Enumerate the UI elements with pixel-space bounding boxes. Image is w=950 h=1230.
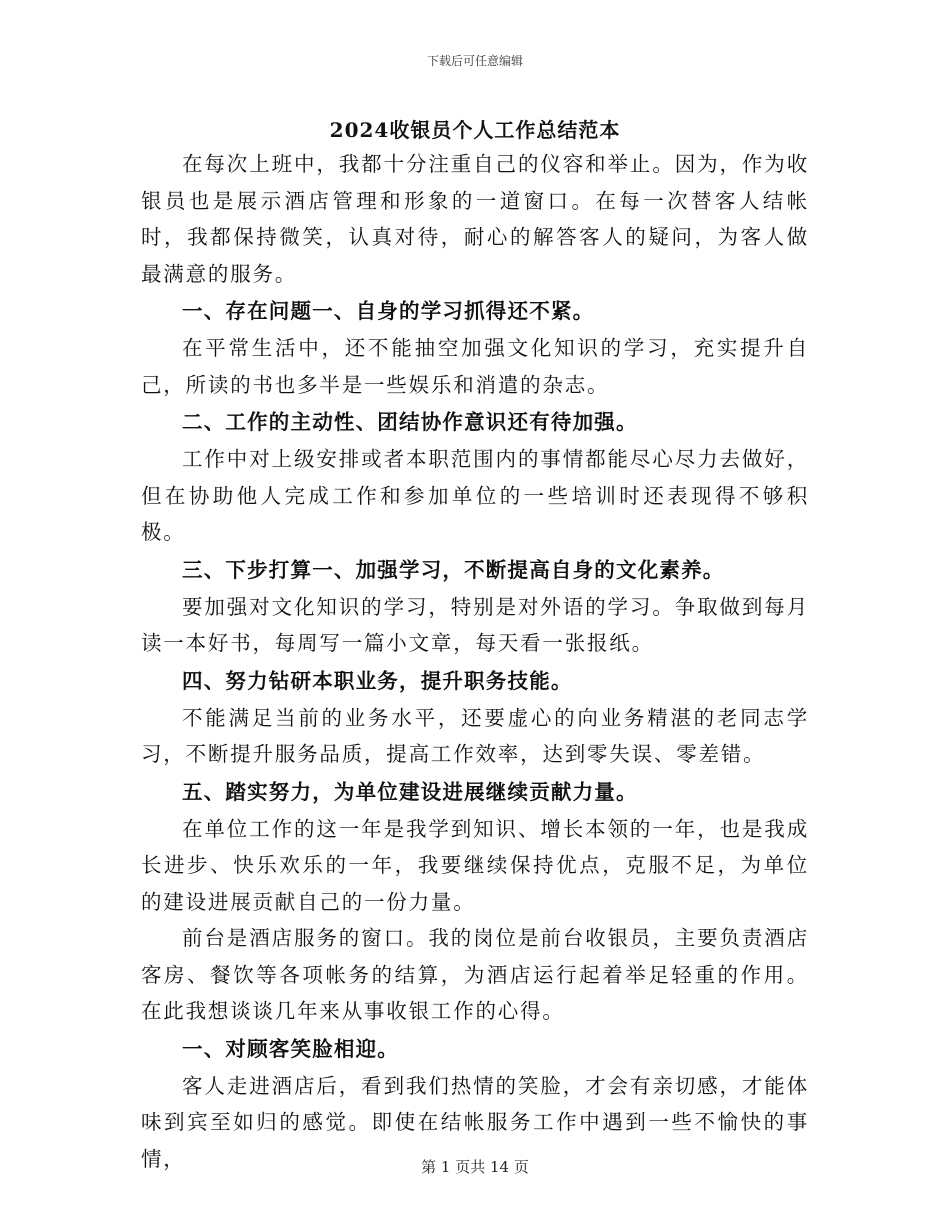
paragraph: 不能满足当前的业务水平，还要虚心的向业务精湛的老同志学习，不断提升服务品质，提高工作效率，达到零失误、零差错。 <box>141 705 809 766</box>
paragraph: 要加强对文化知识的学习，特别是对外语的学习。争取做到每月读一本好书，每周写一篇小文章，每天看一张报纸。 <box>141 594 809 655</box>
section-heading: 一、存在问题一、自身的学习抓得还不紧。 <box>182 299 595 323</box>
paragraph-intro: 在每次上班中，我都十分注重自己的仪容和举止。因为，作为收银员也是展示酒店管理和形象的一道窗口。在每一次替客人结帐时，我都保持微笑，认真对待，耐心的解答客人的疑问，为客人做最满意的服务。 <box>141 152 809 286</box>
section-heading: 五、踏实努力，为单位建设进展继续贡献力量。 <box>182 779 638 804</box>
header-note: 下载后可任意编辑 <box>426 54 523 68</box>
section-heading: 二、工作的主动性、团结协作意识还有待加强。 <box>182 410 638 434</box>
paragraph: 客人走进酒店后，看到我们热情的笑脸，才会有亲切感，才能体味到宾至如归的感觉。即使在结帐服务工作中遇到一些不愉快的事情， <box>141 1073 809 1171</box>
section-heading: 三、下步打算一、加强学习，不断提高自身的文化素养。 <box>182 557 725 582</box>
paragraph: 在单位工作的这一年是我学到知识、增长本领的一年，也是我成长进步、快乐欢乐的一年，我要继续保持优点，克服不足，为单位的建设进展贡献自己的一份力量。 <box>141 816 809 914</box>
section-heading: 一、对顾客笑脸相迎。 <box>182 1036 399 1061</box>
paragraph: 工作中对上级安排或者本职范围内的事情都能尽心尽力去做好，但在协助他人完成工作和参加单位的一些培训时还表现得不够积极。 <box>141 447 809 544</box>
paragraph: 前台是酒店服务的窗口。我的岗位是前台收银员，主要负责酒店客房、餐饮等各项帐务的结算，为酒店运行起着举足轻重的作用。在此我想谈谈几年来从事收银工作的心得。 <box>141 926 809 1023</box>
document-title: 2024收银员个人工作总结范本 <box>329 118 621 142</box>
page-number: 第 1 页共 14 页 <box>421 1158 529 1176</box>
paragraph: 在平常生活中，还不能抽空加强文化知识的学习，充实提升自己，所读的书也多半是一些娱乐和消遣的杂志。 <box>141 336 809 397</box>
section-heading: 四、努力钻研本职业务，提升职务技能。 <box>182 668 573 693</box>
document-body <box>141 146 809 1177</box>
